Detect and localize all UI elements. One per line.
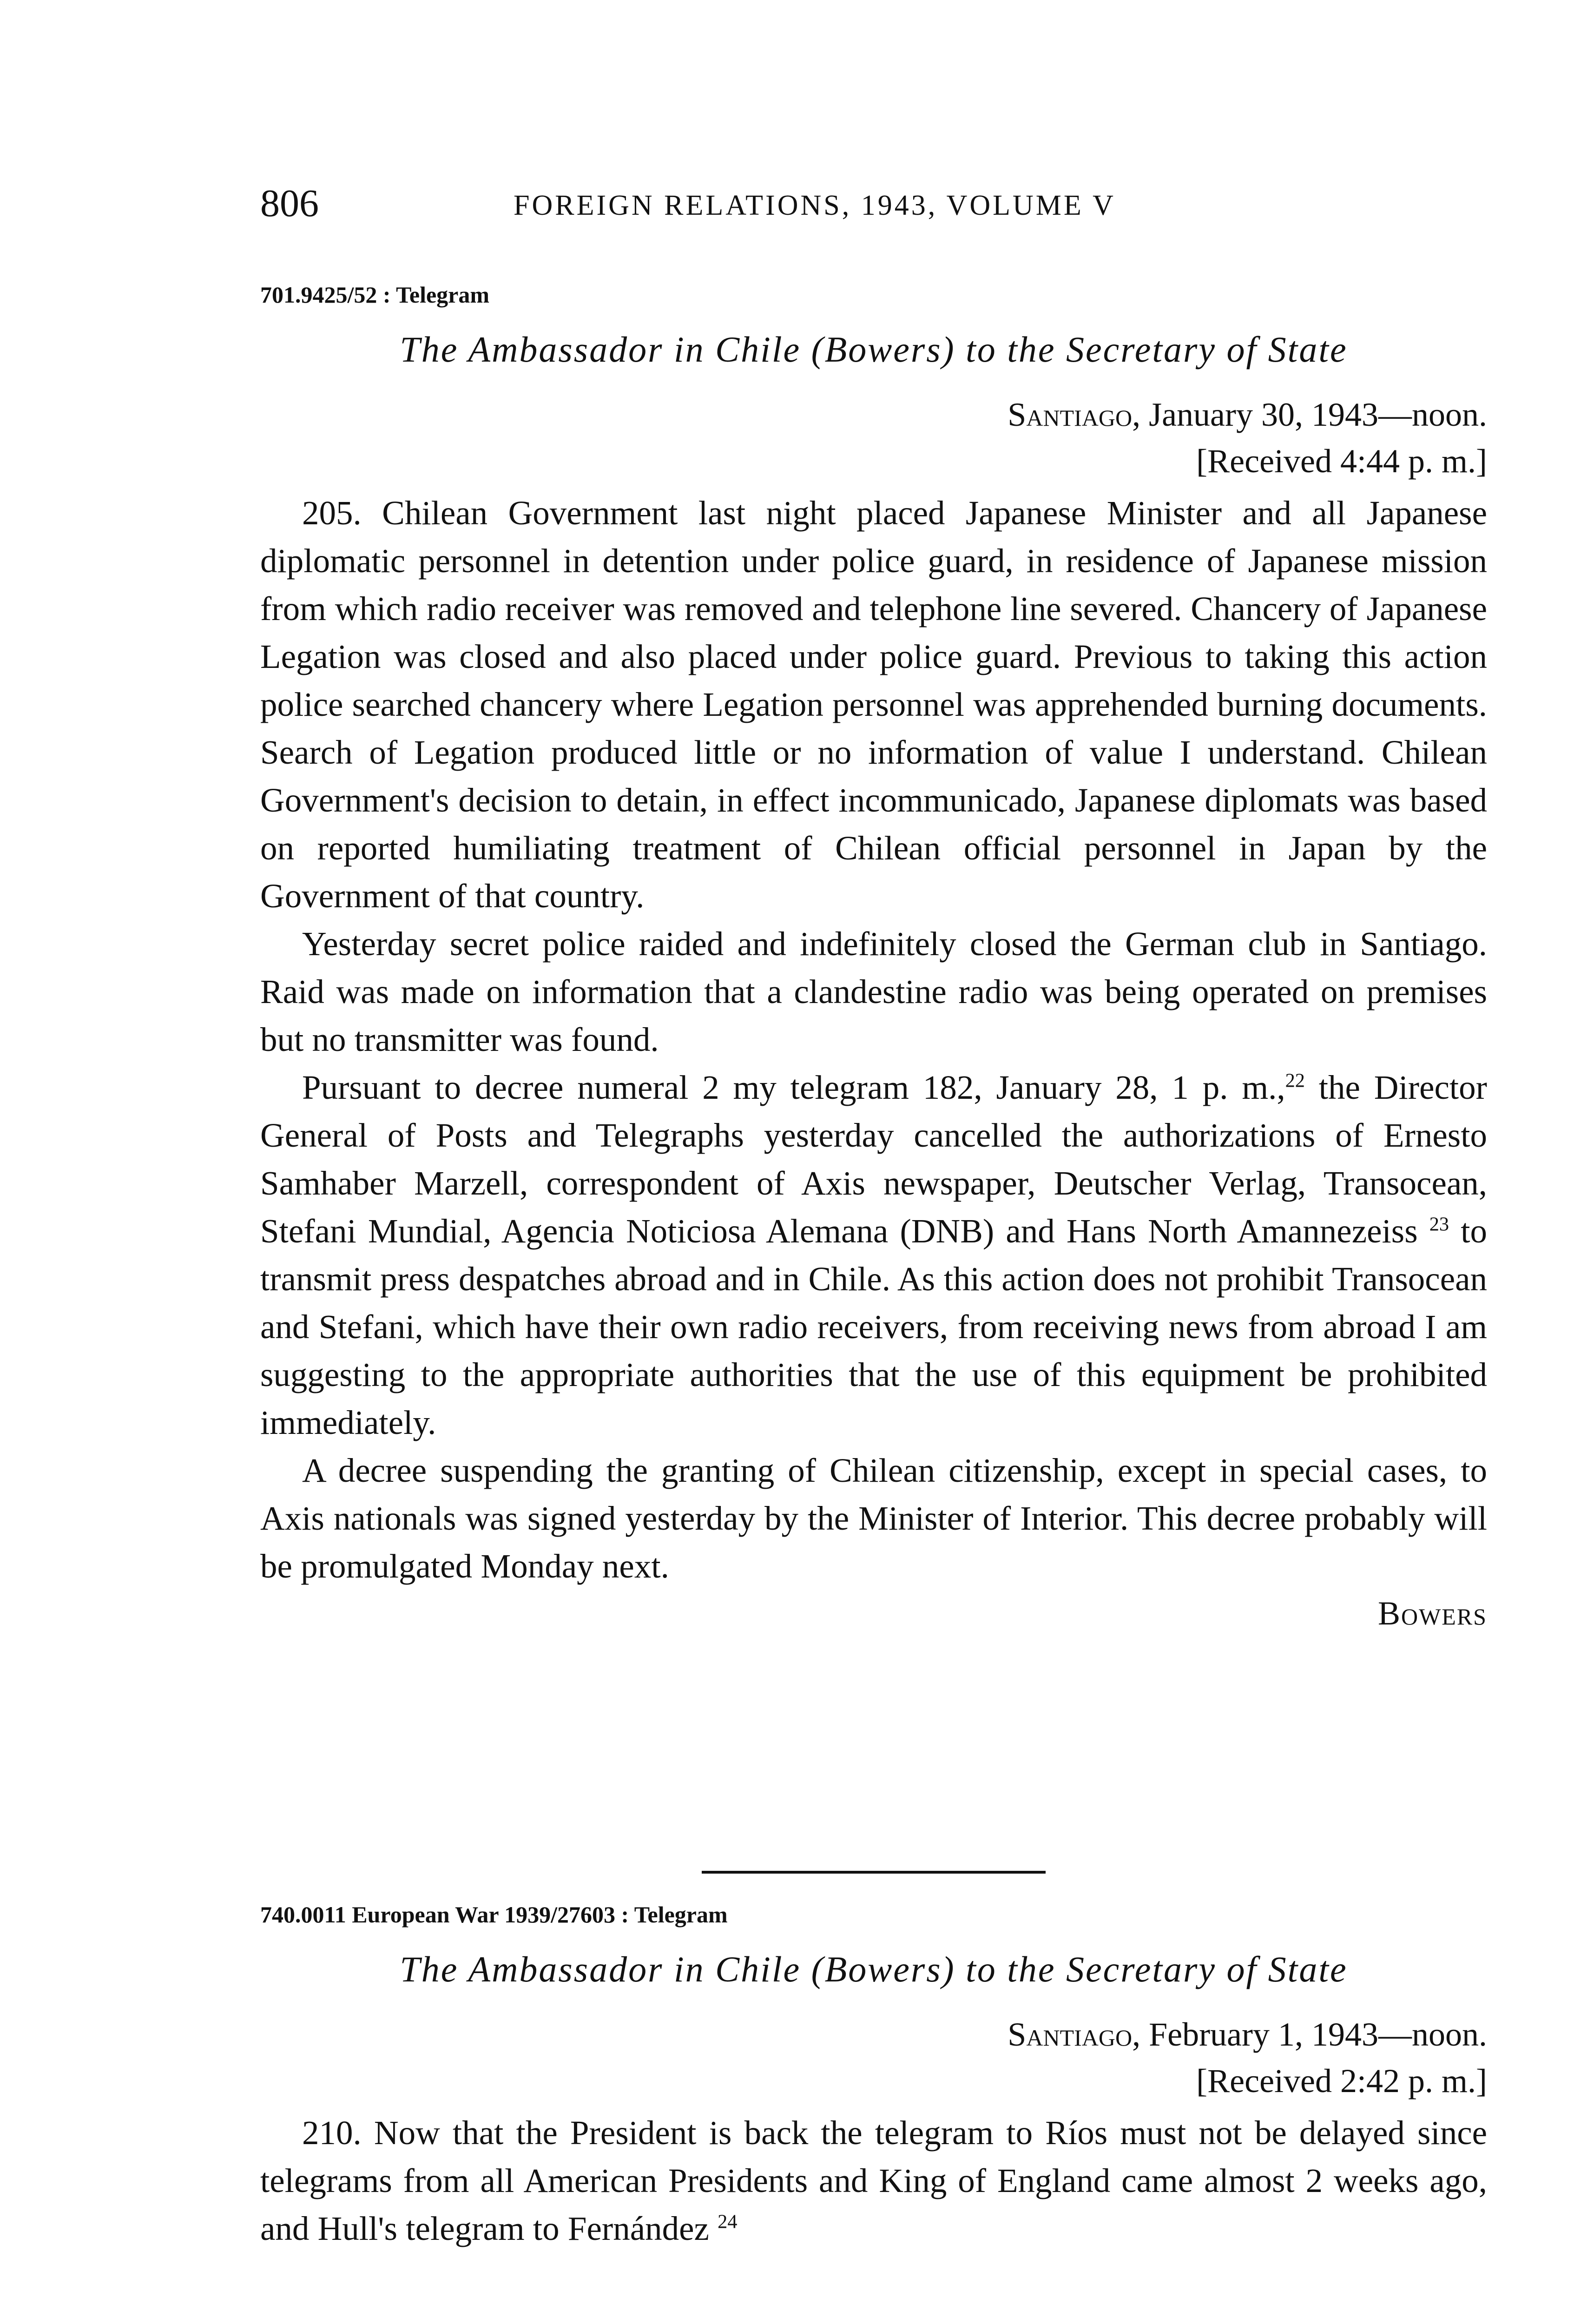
paragraph-text: to transmit press despatches abroad and in Chile. As this action does not prohibit Transocean and Stefani, which have their own radio receivers, from receiving news from abroad I am suggesting to the appropriate authorities that the use of this equipment be prohibited immediately.: [260, 1212, 1488, 1441]
dateline-date: , January 30, 1943—noon.: [1132, 396, 1487, 433]
paragraph-text: the Director General of Posts and Telegraphs yesterday cancelled the authorizations of Ernesto Samhaber Marzell, correspondent of Axis newspaper, Deutscher Verlag, Transocean, Stefani Mundial, Agencia Noticiosa Alemana (DNB) and Hans North Amannezeiss: [260, 1069, 1487, 1250]
paragraph: [260, 2109, 1487, 2252]
received-line: [Received 2:42 p. m.]: [1196, 2062, 1487, 2100]
paragraph: A decree suspending the granting of Chilean citizenship, except in special cases, to Axis nationals was signed yesterday by the Minister of Interior. This decree probably will be promulgated Monday next.: [260, 1452, 1487, 1585]
dateline-place: Santiago: [1008, 396, 1133, 433]
dateline: [260, 2011, 1487, 2058]
paragraph-text: 210. Now that the President is back the telegram to Ríos must not be delayed since telegrams from all American Presidents and King of England came almost 2 weeks ago, and Hull's telegram to Fernández: [260, 2114, 1487, 2247]
telegram-body: [260, 489, 1487, 1590]
paragraph: 205. Chilean Government last night placed Japanese Minister and all Japanese diplomatic personnel in detention under police guard, in residence of Japanese mission from which radio receiver was removed and telephone line severed. Chancery of Japanese Legation was closed and also placed under police guard. Previous to taking this action police searched chancery where Legation personnel was apprehended burning documents. Search of Legation produced little or no information of value I understand. Chilean Government's decision to detain, in effect incommunicado, Japanese diplomats was based on reported humiliating treatment of Chilean official personnel in Japan by the Government of that country.: [260, 494, 1487, 915]
received-line: [Received 4:44 p. m.]: [1196, 442, 1487, 480]
paragraph: Yesterday secret police raided and indefinitely closed the German club in Santiago. Raid was made on information that a clandestine radio was being operated on premises but no transmitter was found.: [260, 925, 1487, 1058]
footnote-ref-23: 23: [1429, 1213, 1449, 1235]
telegram-210: [260, 1899, 1487, 2252]
dateline-date: , February 1, 1943—noon.: [1132, 2016, 1487, 2053]
paragraph: [260, 1063, 1487, 1446]
section-divider: [702, 1871, 1046, 1874]
telegram-title: The Ambassador in Chile (Bowers) to the Secretary of State: [400, 329, 1348, 370]
telegram-title: The Ambassador in Chile (Bowers) to the Secretary of State: [400, 1949, 1348, 1989]
dateline-place: Santiago: [1008, 2016, 1133, 2053]
footnote-ref-24: 24: [718, 2211, 738, 2233]
running-head: [260, 180, 1478, 231]
signature: Bowers: [1377, 1595, 1487, 1632]
footnote-ref-22: 22: [1285, 1070, 1305, 1092]
dateline: [260, 391, 1487, 438]
file-number: 701.9425/52 : Telegram: [260, 282, 490, 308]
telegram-205: [260, 279, 1487, 1637]
paragraph-text: Pursuant to decree numeral 2 my telegram 182, January 28, 1 p. m.,: [302, 1069, 1285, 1106]
telegram-body: [260, 2109, 1487, 2252]
page-number: 806: [260, 182, 319, 225]
running-title: FOREIGN RELATIONS, 1943, VOLUME V: [514, 190, 1116, 221]
file-number: 740.0011 European War 1939/27603 : Telegram: [260, 1901, 728, 1928]
